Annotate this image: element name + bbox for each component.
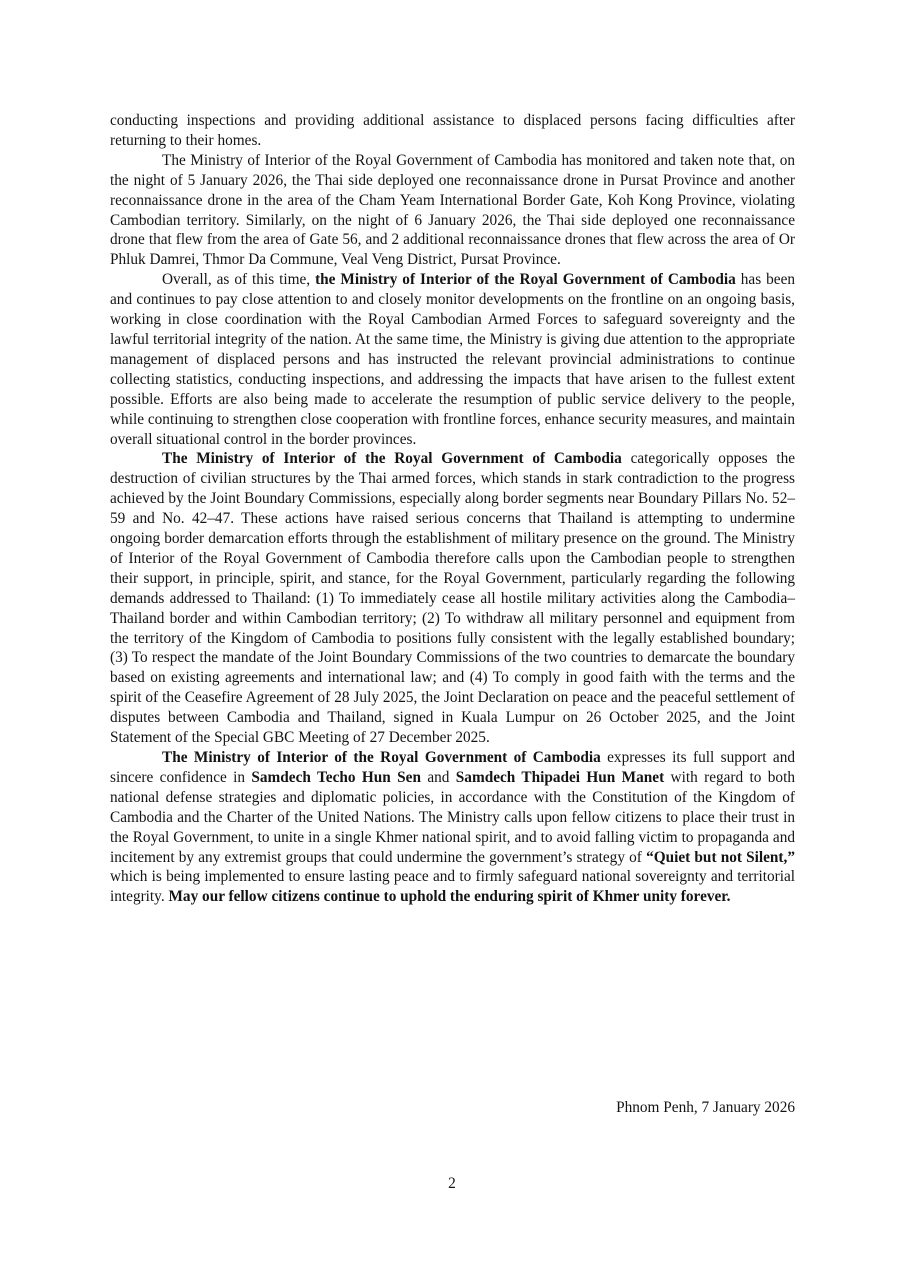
- paragraph-drone-incursions: [110, 151, 795, 270]
- bold-ministry-name: The Ministry of Interior of the Royal Government of Cambodia: [162, 450, 622, 468]
- paragraph-text: which is being implemented to ensure lasting peace and to firmly safeguard national sovereignty and territorial integrity.: [110, 868, 795, 906]
- paragraph-text: The Ministry of Interior of the Royal Government of Cambodia has monitored and taken note that, on the night of 5 January 2026, the Thai side deployed one reconnaissance drone in Pursat Province and another reconnaissance drone in the area of the Cham Yeam International Border Gate, Koh Kong Province, violating Cambodian territory. Similarly, on the night of 6 January 2026, the Thai side deployed one reconnaissance drone that flew from the area of Gate 56, and 2 additional reconnaissance drones that flew across the area of Or Phluk Damrei, Thmor Da Commune, Veal Veng District, Pursat Province.: [110, 151, 795, 269]
- paragraph-text: with regard to both national defense strategies and diplomatic policies, in accordance with the Constitution of the Kingdom of Cambodia and the Charter of the United Nations. The Ministry calls upon fellow citizens to place their trust in the Royal Government, to unite in a single Khmer national spirit, and to avoid falling victim to propaganda and incitement by any extremist groups that could undermine the government’s strategy of: [110, 768, 795, 866]
- paragraph-text: and: [420, 768, 456, 786]
- bold-strategy-quote: “Quiet but not Silent,”: [646, 848, 796, 866]
- bold-ministry-name: the Ministry of Interior of the Royal Government of Cambodia: [315, 271, 736, 289]
- paragraph-text: Overall, as of this time,: [162, 271, 316, 289]
- paragraph-text: conducting inspections and providing additional assistance to displaced persons facing difficulties after returning to their homes.: [110, 112, 795, 149]
- paragraph-overall-monitoring: [110, 270, 795, 449]
- paragraph-text: has been and continues to pay close attention to and closely monitor developments on the frontline on an ongoing basis, working in close coordination with the Royal Cambodian Armed Forces to safeguard sovereignty and the lawful territorial integrity of the nation. At the same time, the Ministry is giving due attention to the appropriate management of displaced persons and has instructed the relevant provincial administrations to continue collecting statistics, conducting inspections, and addressing the impacts that have arisen to the fullest extent possible. Efforts are also being made to accelerate the resumption of public service delivery to the people, while continuing to strengthen close cooperation with frontline forces, enhance security measures, and maintain overall situational control in the border provinces.: [110, 271, 796, 448]
- paragraph-support: [110, 748, 795, 907]
- paragraph-continuation: [110, 111, 795, 151]
- document-body: [110, 111, 795, 907]
- place-and-date: Phnom Penh, 7 January 2026: [616, 1099, 795, 1116]
- bold-ministry-name: The Ministry of Interior of the Royal Government of Cambodia: [162, 749, 601, 766]
- bold-person-name: Samdech Thipadei Hun Manet: [455, 768, 665, 786]
- paragraph-text: categorically opposes the destruction of civilian structures by the Thai armed forces, which stands in stark contradiction to the progress achieved by the Joint Boundary Commissions, especially along border segments near Boundary Pillars No. 52–59 and No. 42–47. These actions have raised serious concerns that Thailand is attempting to undermine ongoing border demarcation efforts through the establishment of military presence on the ground. The Ministry of Interior of the Royal Government of Cambodia therefore calls upon the Cambodian people to strengthen their support, in principle, spirit, and stance, for the Royal Government, particularly regarding the following demands addressed to Thailand: (1) To immediately cease all hostile military activities along the Cambodia–Thailand border and within Cambodian territory; (2) To withdraw all military personnel and equipment from the territory of the Kingdom of Cambodia to positions fully consistent with the legally established boundary; (3) To respect the mandate of the Joint Boundary Commissions of the two countries to demarcate the boundary based on existing agreements and international law; and (4) To comply in good faith with the terms and the spirit of the Ceasefire Agreement of 28 July 2025, the Joint Declaration on peace and the peaceful settlement of disputes between Cambodia and Thailand, signed in Kuala Lumpur on 26 October 2025, and the Joint Statement of the Special GBC Meeting of 27 December 2025.: [110, 450, 796, 747]
- paragraph-demands: [110, 449, 795, 748]
- bold-closing-statement: May our fellow citizens continue to uphold the enduring spirit of Khmer unity forever.: [168, 888, 731, 906]
- bold-person-name: Samdech Techo Hun Sen: [251, 768, 421, 786]
- page-number: 2: [448, 1175, 456, 1192]
- paragraph-text: expresses its full support and sincere confidence in: [110, 749, 795, 786]
